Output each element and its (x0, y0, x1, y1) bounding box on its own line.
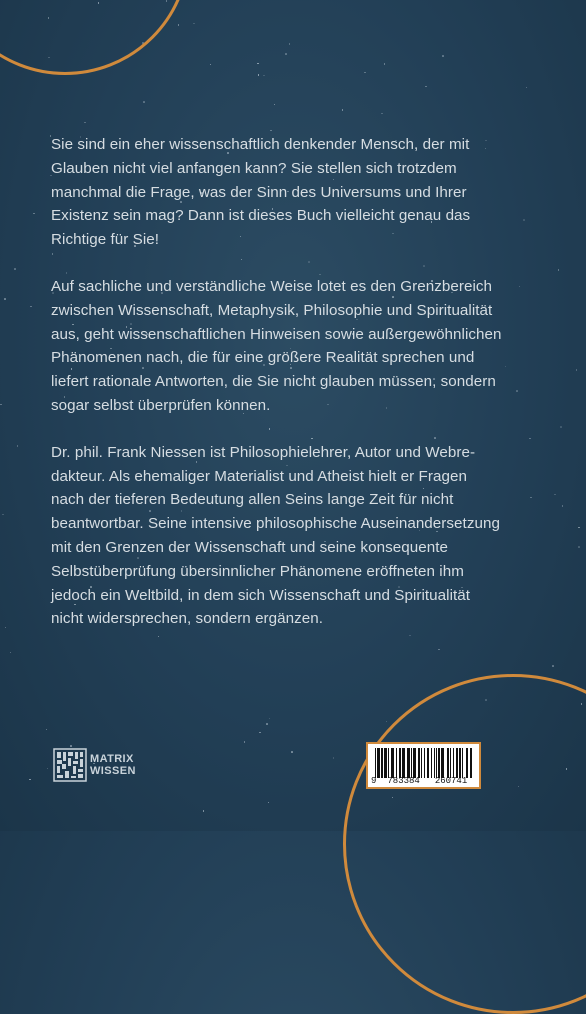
star (552, 665, 554, 667)
star (562, 505, 564, 507)
text-line: Glauben nicht viel anfangen kann? Sie stellen sich trotzdem (51, 159, 457, 177)
text-line: nach der tieferen Bedeutung allen Seins lange Zeit für nicht (51, 491, 454, 509)
text-line: aus, geht wissenschaftlichen Hinweisen sowie außergewöhnlichen (51, 325, 502, 343)
paragraph-author-bio (51, 441, 536, 631)
star (193, 23, 195, 25)
text-line: dakteur. Als ehemaliger Materialist und Atheist hielt er Fragen (51, 467, 467, 485)
text-line: jedoch ein Weltbild, in dem sich Wissenschaft und Spiritualität (51, 586, 471, 604)
text-line: manchmal die Frage, was der Sinn des Universums und Ihrer (51, 183, 467, 201)
star (263, 75, 265, 77)
star (578, 527, 580, 529)
text-line: Sie sind ein eher wissenschaftlich denkender Mensch, der mit (51, 136, 470, 153)
star (33, 213, 35, 215)
star (4, 298, 6, 300)
star (558, 269, 560, 271)
matrix-wissen-logo-icon (53, 748, 87, 782)
star (342, 109, 344, 111)
star (381, 113, 383, 115)
star (425, 86, 427, 88)
star (29, 779, 31, 781)
star (47, 768, 49, 770)
star (143, 101, 145, 103)
text-line: sogar selbst überprüfen können. (51, 396, 271, 414)
star (270, 130, 272, 132)
star (14, 268, 16, 270)
text-line: nicht widersprechen, sondern ergänzen. (51, 610, 324, 628)
star (244, 741, 246, 743)
isbn-barcode (366, 742, 481, 789)
star (576, 369, 578, 371)
isbn-digit-group-3: 260741 (434, 776, 468, 786)
star (554, 494, 556, 496)
star (0, 404, 2, 406)
star (442, 55, 444, 57)
paragraph-intro (51, 133, 536, 252)
star (560, 426, 562, 428)
star (578, 546, 580, 548)
text-line: beantwortbar. Seine intensive philosophische Auseinandersetzung (51, 515, 500, 533)
star (269, 718, 271, 720)
star (30, 306, 32, 308)
text-line: Phänomenen nach, die für eine größere Realität sprechen und (51, 349, 475, 367)
publisher-line-1: MATRIX (90, 753, 134, 765)
star (2, 514, 4, 516)
star (386, 721, 388, 723)
star (178, 24, 180, 26)
star (285, 53, 287, 55)
star (364, 72, 366, 74)
star (46, 729, 48, 731)
text-line: zwischen Wissenschaft, Metaphysik, Philosophie und Spiritualität (51, 301, 493, 319)
publisher-name (90, 753, 136, 777)
text-line: Dr. phil. Frank Niessen ist Philosophielehrer, Autor und Webre- (51, 443, 476, 461)
star (203, 810, 205, 812)
isbn-digits (371, 776, 479, 786)
star (5, 627, 7, 629)
isbn-digit-group-1: 9 (371, 776, 377, 786)
star (210, 64, 212, 66)
star (333, 757, 335, 759)
text-line: Existenz sein mag? Dann ist dieses Buch vielleicht genau das (51, 207, 471, 225)
star (258, 74, 260, 76)
star (384, 63, 386, 65)
text-line: Auf sachliche und verständliche Weise lotet es den Grenzbereich (51, 277, 493, 295)
barcode-bars (375, 748, 475, 778)
star (274, 104, 276, 106)
star (526, 87, 528, 89)
star (266, 723, 268, 725)
star (257, 63, 259, 65)
blurb-text (51, 133, 536, 654)
star (70, 745, 72, 747)
star (17, 445, 19, 447)
star (84, 122, 86, 124)
isbn-digit-group-2: 783384 (387, 776, 420, 786)
star (259, 732, 261, 734)
star (268, 802, 270, 804)
paragraph-description (51, 275, 536, 418)
text-line: Selbstüberprüfung übersinnlicher Phänomene eröffneten ihm (51, 562, 464, 580)
publisher-logo (53, 748, 136, 782)
text-line: liefert rationale Antworten, die Sie nicht glauben müssen, sondern (51, 373, 496, 391)
star (289, 43, 291, 45)
text-line: Richtige für Sie! (51, 231, 160, 249)
star (10, 652, 12, 654)
publisher-line-2: WISSEN (90, 765, 136, 777)
star (291, 751, 293, 753)
text-line: mit den Grenzen der Wissenschaft und seine konsequente (51, 538, 448, 556)
